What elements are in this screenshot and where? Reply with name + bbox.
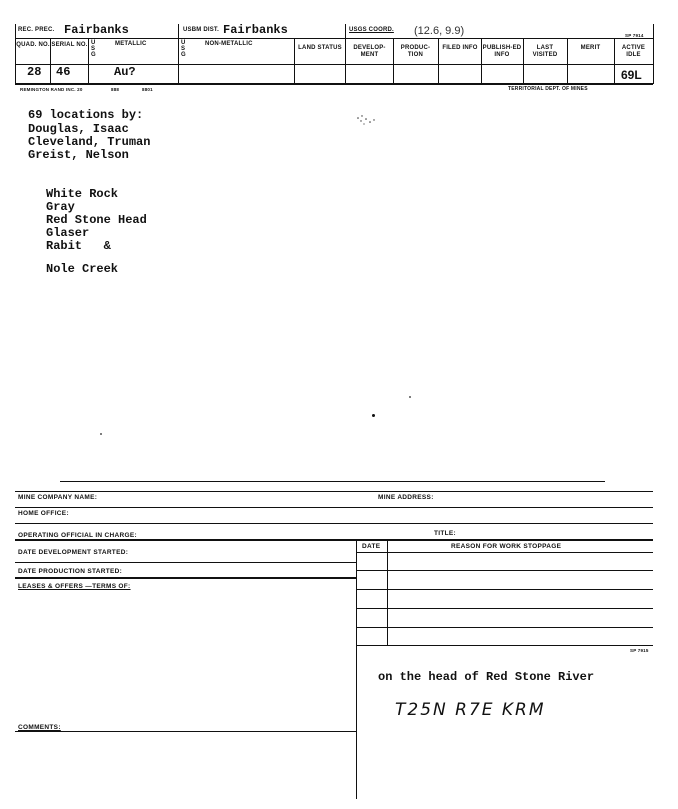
rec-prec-value: Fairbanks <box>64 23 129 37</box>
printer-line: REMINGTON RAND INC. 20 <box>20 87 83 92</box>
header-top-rule <box>15 38 653 39</box>
form-number: SP 7914 <box>625 33 644 38</box>
stoppage-rule-3 <box>356 589 653 590</box>
develop-ment-label: DEVELOP-MENT <box>353 45 386 58</box>
claim-4: Glaser <box>46 226 90 240</box>
mine-address-label: MINE ADDRESS: <box>378 494 434 501</box>
usgs-coord-label: USGS COORD. <box>349 27 394 33</box>
land-status-label: LAND STATUS <box>298 45 342 51</box>
handwritten-township: T25N R7E KRM <box>395 700 546 720</box>
date-production-label: DATE PRODUCTION STARTED: <box>18 568 123 575</box>
quad-no-value: 28 <box>27 65 42 79</box>
locations-title: 69 locations by: <box>28 108 144 122</box>
usbm-dist-value: Fairbanks <box>223 23 288 37</box>
footer-top-rule <box>60 481 605 482</box>
stoppage-rule-5 <box>356 627 653 628</box>
stoppage-rule-4 <box>356 608 653 609</box>
serial-no-value: 46 <box>56 65 71 79</box>
header-divider-1 <box>178 24 179 84</box>
comments-rule <box>15 731 356 732</box>
claim-2: Gray <box>46 200 75 214</box>
title-label: TITLE: <box>434 530 457 537</box>
published-info-label: PUBLISH-ED INFO <box>482 45 522 58</box>
quad-no-label: QUAD. NO. <box>16 42 50 48</box>
owner-3: Greist, Nelson <box>28 148 129 162</box>
claim-1: White Rock <box>46 187 119 201</box>
merit-label: MERIT <box>580 45 601 51</box>
header-mid-rule <box>15 64 653 65</box>
date-development-label: DATE DEVELOPMENT STARTED: <box>18 549 129 556</box>
reason-column-label: REASON FOR WORK STOPPAGE <box>451 543 562 550</box>
usgs-coord-value: (12.6, 9.9) <box>414 25 465 37</box>
leases-label: LEASES & OFFERS —TERMS OF: <box>18 583 131 590</box>
produc-tion-label: PRODUC-TION <box>400 45 431 58</box>
mine-company-label: MINE COMPANY NAME: <box>18 494 98 501</box>
header-left-border <box>15 24 16 84</box>
claim-6: Nole Creek <box>46 262 119 276</box>
stoppage-rule-6 <box>356 645 653 646</box>
stoppage-rule-2 <box>356 570 653 571</box>
header-divider-serial <box>88 38 89 84</box>
owner-2: Cleveland, Truman <box>28 135 151 149</box>
serial-no-label: SERIAL NO. <box>51 42 88 48</box>
metallic-label: METALLIC <box>115 41 147 47</box>
footer-rule-5 <box>15 562 356 563</box>
printer-code-2: 8801 <box>142 87 153 92</box>
header-bottom-rule <box>15 83 653 85</box>
comments-label: COMMENTS: <box>18 724 61 731</box>
header-divider-prod <box>438 38 439 84</box>
stoppage-left-border <box>356 539 357 799</box>
header-divider-nonmet <box>294 38 295 84</box>
last-visited-label: LAST VISITED <box>532 45 558 58</box>
scan-dot <box>409 396 411 398</box>
active-idle-value: 69L <box>621 68 642 82</box>
usgs-right-label: U S G <box>181 40 186 58</box>
usbm-dist-label: USBM DIST. <box>183 27 220 33</box>
date-column-label: DATE <box>362 543 381 550</box>
filed-info-label: FILED INFO <box>442 45 478 51</box>
active-idle-label: ACTIVE IDLE <box>621 45 646 58</box>
header-right-border <box>653 24 654 84</box>
owner-1: Douglas, Isaac <box>28 122 129 136</box>
stoppage-rule-1 <box>356 552 653 553</box>
form-number-2: SP 7915 <box>630 648 649 653</box>
location-note: on the head of Red Stone River <box>378 670 595 684</box>
footer-rule-6b <box>15 578 356 579</box>
printer-code-1: 888 <box>111 87 120 92</box>
claim-3: Red Stone Head <box>46 213 147 227</box>
usgs-left-label: U S G <box>91 40 96 58</box>
home-office-label: HOME OFFICE: <box>18 510 69 517</box>
dept-line: TERRITORIAL DEPT. OF MINES <box>508 86 588 92</box>
header-divider-2 <box>345 24 346 84</box>
scan-smudge <box>352 110 382 130</box>
footer-rule-2 <box>15 507 653 508</box>
rec-prec-label: REC. PREC. <box>18 27 55 33</box>
metallic-value: Au? <box>114 65 136 79</box>
scan-dot <box>100 433 102 435</box>
footer-rule-3 <box>15 523 653 524</box>
footer-rule-1 <box>15 491 653 492</box>
footer-rule-4 <box>15 539 653 541</box>
claim-5: Rabit & <box>46 239 111 253</box>
stoppage-date-divider <box>387 539 388 645</box>
operating-official-label: OPERATING OFFICIAL IN CHARGE: <box>18 532 137 539</box>
scan-dot <box>372 414 375 417</box>
non-metallic-label: NON-METALLIC <box>205 41 253 47</box>
